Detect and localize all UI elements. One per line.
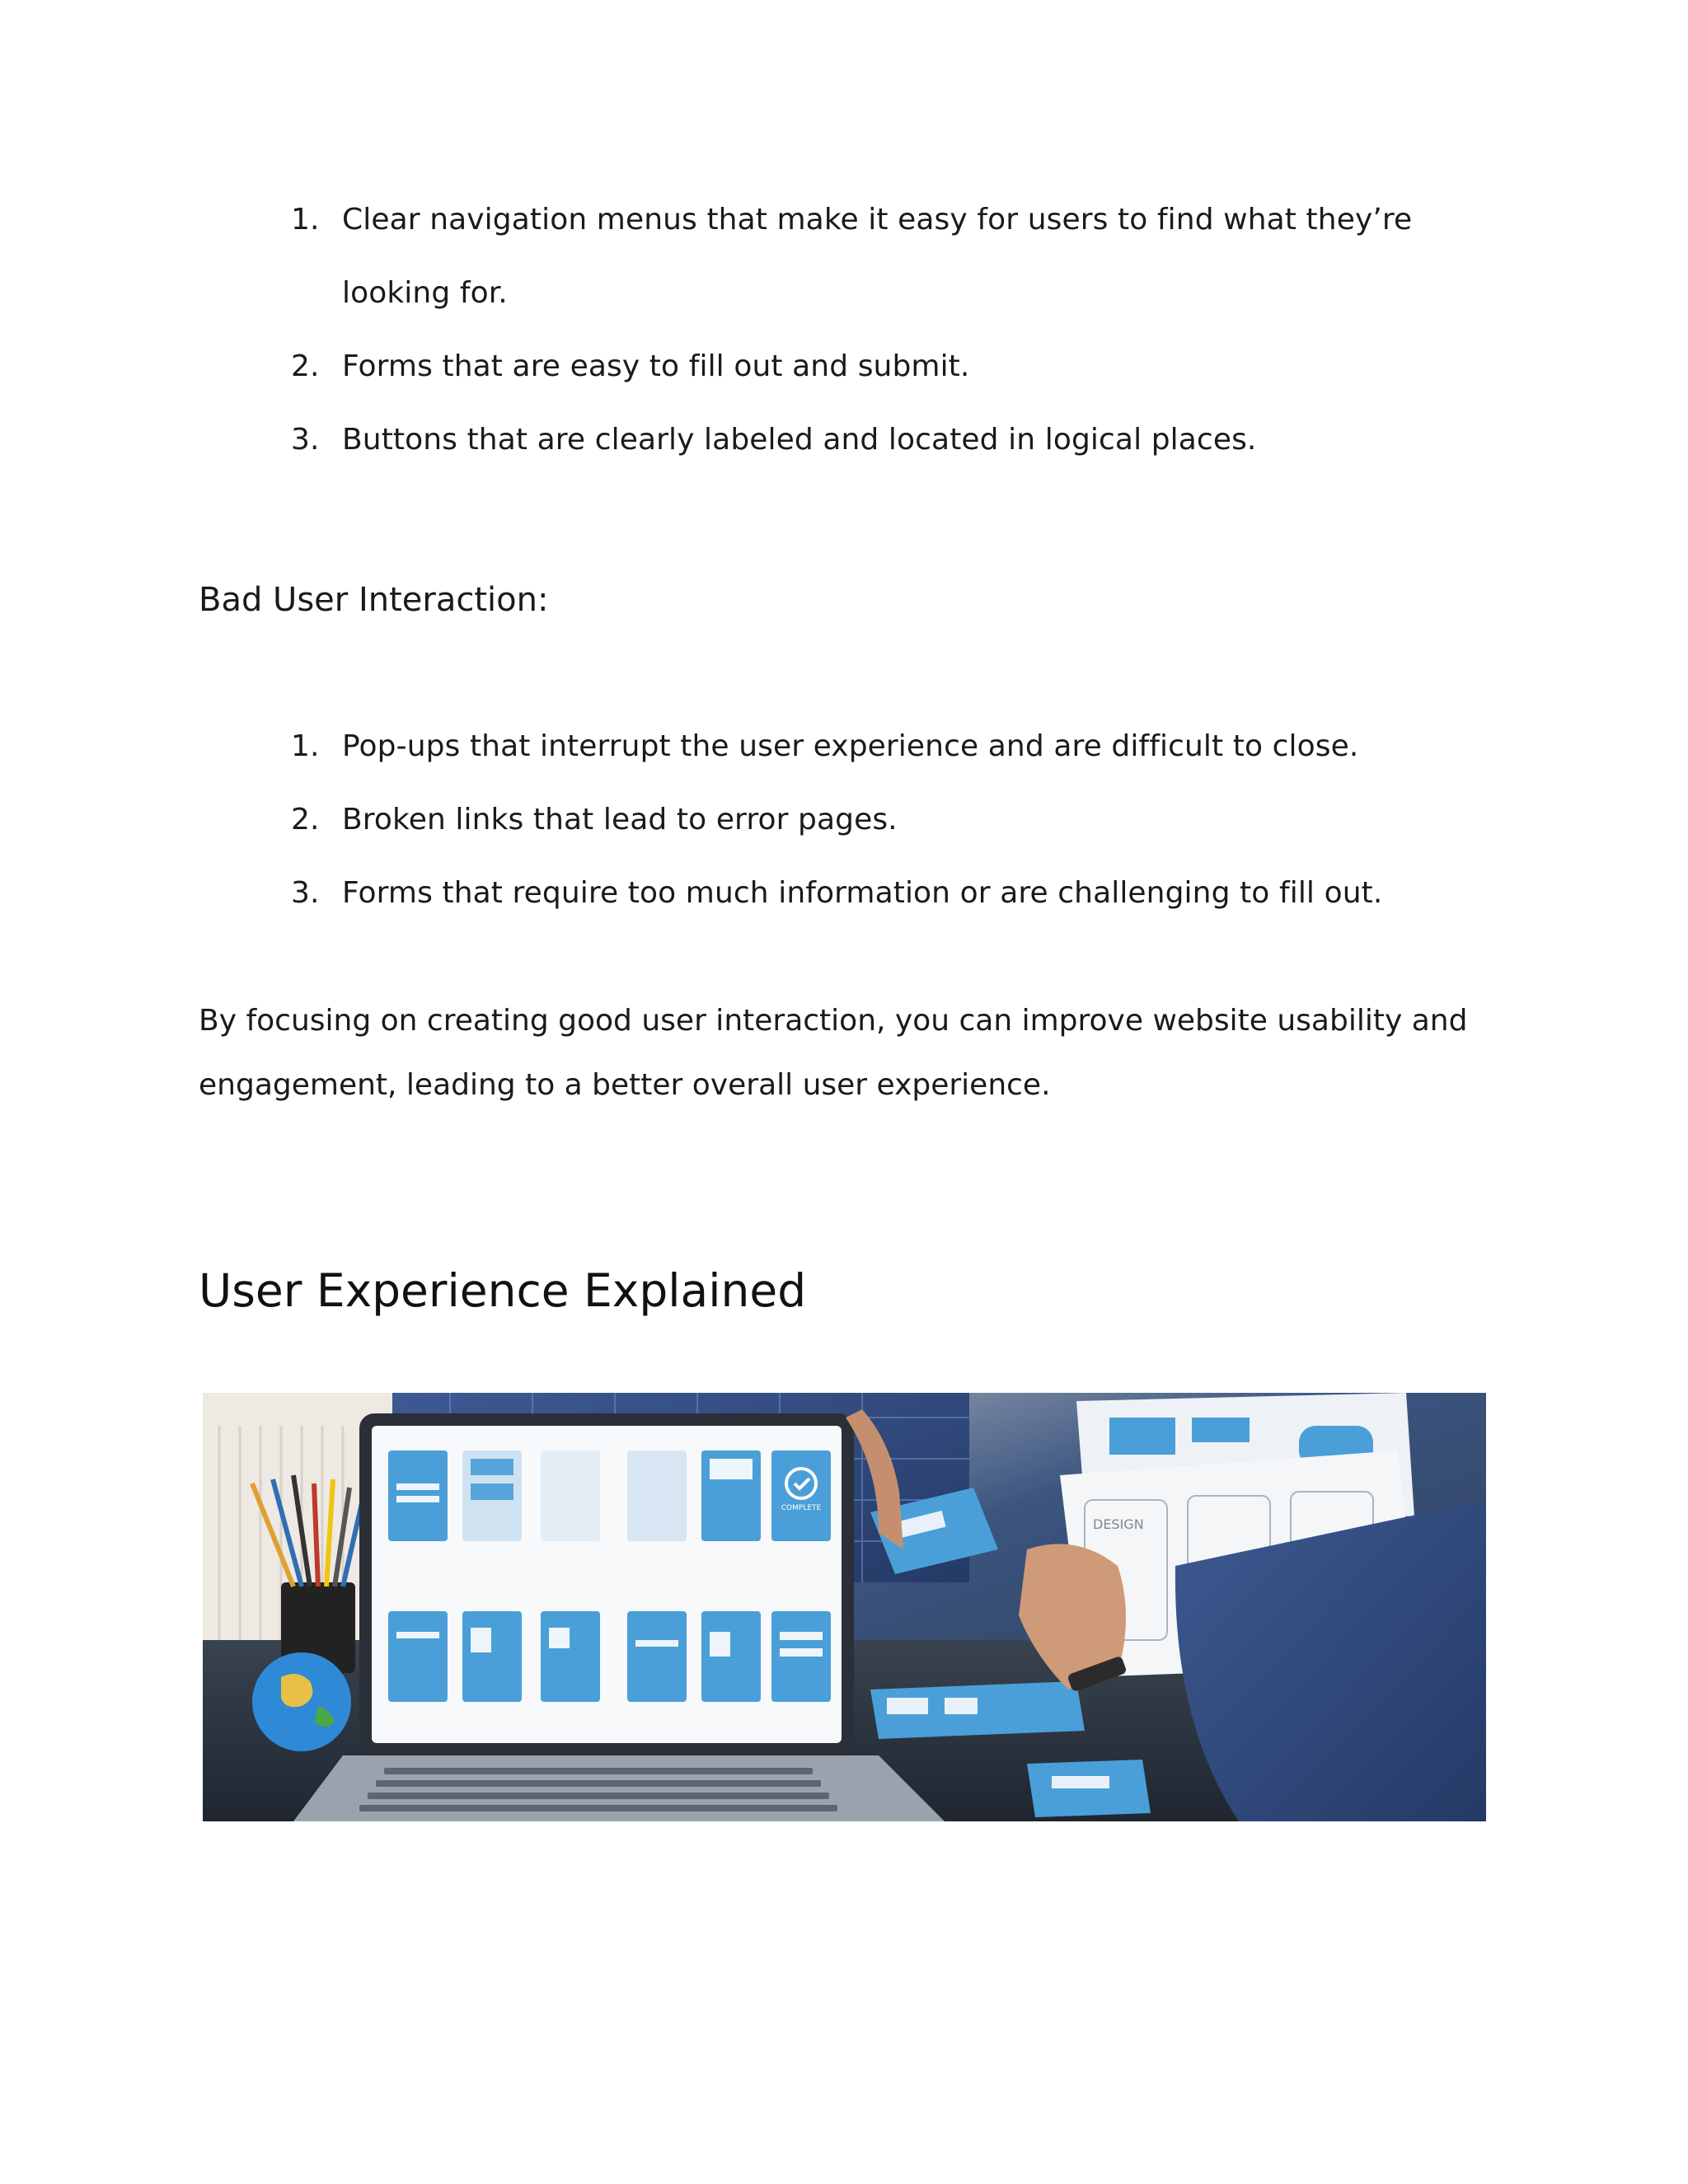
ux-design-photo bbox=[203, 1393, 1486, 1821]
list-item bbox=[291, 783, 1478, 856]
list-number: 3. bbox=[291, 423, 320, 457]
list-item-text: Pop-ups that interrupt the user experience and are difficult to close. bbox=[342, 729, 1359, 763]
list-item bbox=[291, 710, 1478, 783]
list-item-text: Clear navigation menus that make it easy for users to find what they’re looking for. bbox=[342, 203, 1413, 310]
list-number: 1. bbox=[291, 203, 320, 237]
list-number: 2. bbox=[291, 803, 320, 837]
paper-label: DESIGN bbox=[1093, 1516, 1144, 1532]
list-item bbox=[291, 330, 1478, 403]
screen-badge: COMPLETE bbox=[781, 1504, 822, 1512]
closing-paragraph: By focusing on creating good user interaction, you can improve website usability and engagement, leading to a better overall user experience. bbox=[199, 1004, 1468, 1102]
list-number: 1. bbox=[291, 729, 320, 763]
list-item-text: Forms that are easy to fill out and submit. bbox=[342, 349, 970, 383]
list-item bbox=[291, 856, 1478, 930]
good-interaction-list bbox=[291, 183, 1478, 476]
bad-interaction-heading: Bad User Interaction: bbox=[199, 581, 549, 619]
list-item-text: Forms that require too much information or are challenging to fill out. bbox=[342, 876, 1383, 910]
list-item bbox=[291, 183, 1478, 330]
list-item-text: Broken links that lead to error pages. bbox=[342, 803, 898, 837]
list-number: 3. bbox=[291, 876, 320, 910]
list-number: 2. bbox=[291, 349, 320, 383]
bad-interaction-list bbox=[291, 710, 1478, 930]
globe bbox=[252, 1652, 351, 1751]
list-item bbox=[291, 403, 1478, 476]
list-item-text: Buttons that are clearly labeled and located in logical places. bbox=[342, 423, 1257, 457]
section-heading: User Experience Explained bbox=[199, 1264, 807, 1317]
